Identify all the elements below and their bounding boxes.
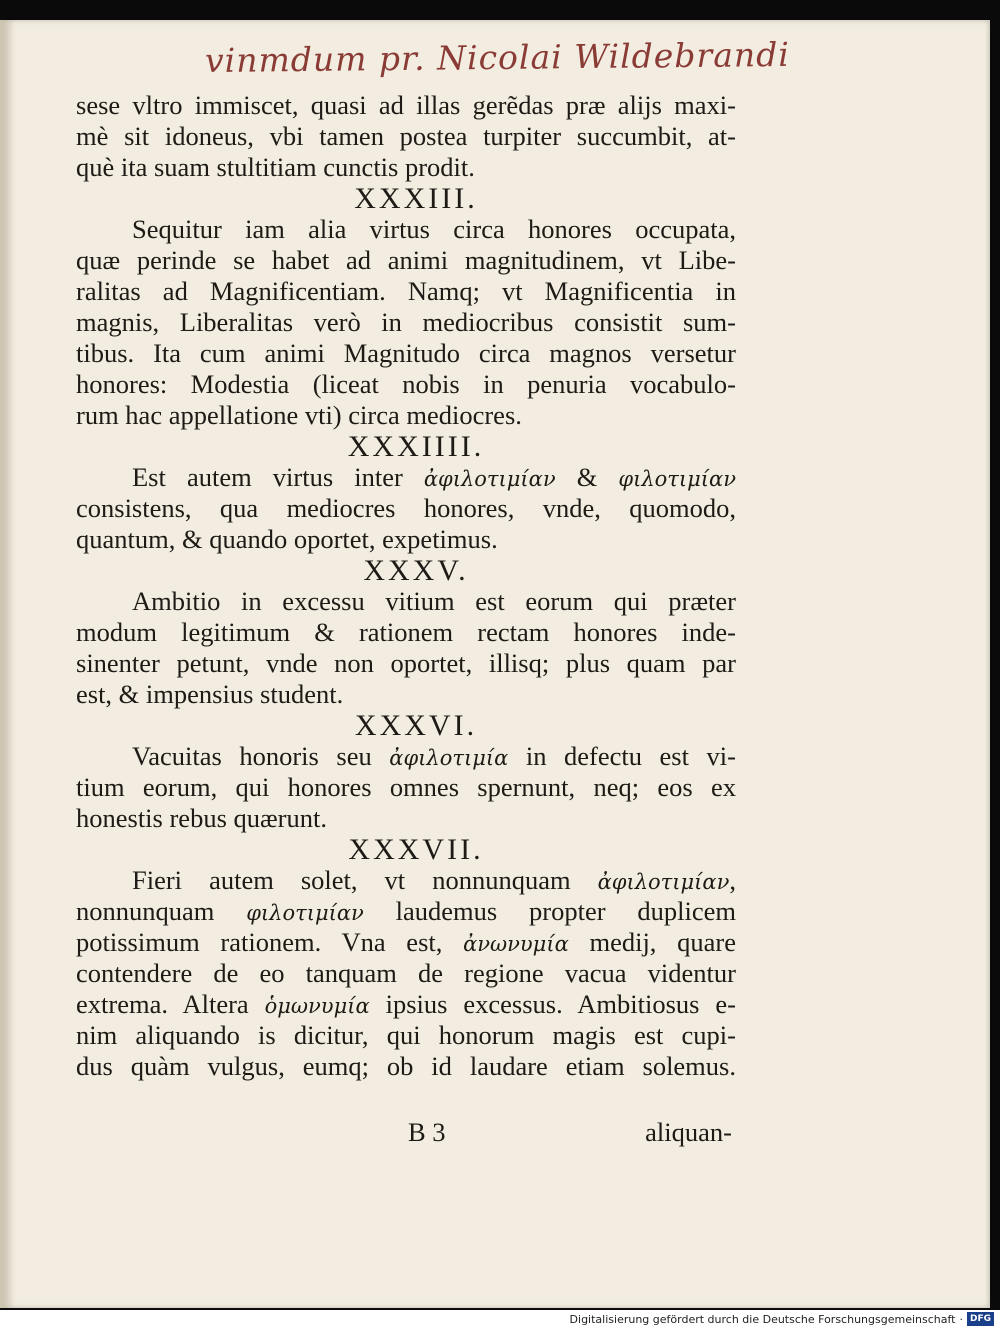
- text-line: consistens, qua mediocres honores, vnde, quomodo,: [76, 493, 736, 523]
- section-number: XXXIIII.: [347, 430, 485, 463]
- signature-mark: B 3: [408, 1117, 446, 1147]
- text-line: nim aliquando is dicitur, qui honorum magis est cupi-: [76, 1020, 736, 1050]
- text-line: ralitas ad Magnificentiam. Namq; vt Magnificentia in: [76, 276, 736, 306]
- text-line: [76, 741, 736, 772]
- text-line: quæ perinde se habet ad animi magnitudinem, vt Libe-: [76, 245, 736, 275]
- text-line: Sequitur iam alia virtus circa honores occupata,: [132, 214, 736, 244]
- text-line: dus quàm vulgus, eumq; ob id laudare etiam solemus.: [76, 1051, 736, 1081]
- dfg-logo-icon: DFG: [967, 1312, 994, 1326]
- text-line: mè sit idoneus, vbi tamen postea turpiter succumbit, at-: [76, 121, 736, 151]
- handwritten-provenance-note: vinmdum pr. Nicolai Wildebrandi: [204, 34, 791, 81]
- text-line: honores: Modestia (liceat nobis in penuria vocabulo-: [76, 369, 736, 399]
- greek-term: φιλοτιμίαν: [618, 467, 736, 491]
- greek-term: ἀφιλοτιμίαν: [423, 467, 556, 491]
- text-line: quantum, & quando oportet, expetimus.: [76, 524, 498, 554]
- book-page: [0, 20, 990, 1308]
- text-segment: in defectu est vi-: [508, 741, 736, 771]
- text-line: [76, 927, 736, 958]
- text-line: [76, 989, 736, 1020]
- text-line: [76, 462, 736, 493]
- text-segment: ,: [729, 865, 736, 895]
- text-line: [76, 865, 736, 896]
- text-line: honestis rebus quærunt.: [76, 803, 327, 833]
- section-number: XXXVII.: [348, 833, 484, 866]
- text-segment: medij, quare: [568, 927, 736, 957]
- greek-term: ἀφιλοτιμία: [389, 746, 509, 770]
- section-number: XXXVI.: [354, 709, 478, 742]
- text-segment: nonnunquam: [76, 896, 247, 926]
- section-number: XXXIII.: [354, 182, 478, 215]
- greek-term: φιλοτιμίαν: [246, 901, 364, 925]
- text-segment: &: [555, 462, 619, 492]
- page-gutter-shadow: [0, 20, 14, 1308]
- text-line: tibus. Ita cum animi Magnitudo circa magnos versetur: [76, 338, 736, 368]
- text-line: contendere de eo tanquam de regione vacua videntur: [76, 958, 736, 988]
- text-segment: Vacuitas honoris seu: [132, 741, 390, 771]
- text-segment: Est autem virtus inter: [132, 462, 424, 492]
- text-segment: laudemus propter duplicem: [363, 896, 737, 926]
- greek-term: ὁμωνυμία: [264, 994, 370, 1018]
- text-line: est, & impensius student.: [76, 679, 344, 709]
- digitization-credit: Digitalisierung gefördert durch die Deutsche Forschungsgemeinschaft · DFG: [570, 1311, 994, 1327]
- text-line: Ambitio in excessu vitium est eorum qui præter: [132, 586, 736, 616]
- text-line: sinenter petunt, vnde non oportet, illisq; plus quam par: [76, 648, 736, 678]
- text-segment: potissimum rationem. Vna est,: [76, 927, 464, 957]
- text-line: tium eorum, qui honores omnes spernunt, neq; eos ex: [76, 772, 736, 802]
- text-line: magnis, Liberalitas verò in mediocribus consistit sum-: [76, 307, 736, 337]
- text-line: sese vltro immiscet, quasi ad illas gerẽdas præ alijs maxi-: [76, 90, 736, 120]
- page-footer: [76, 1117, 736, 1148]
- catchword: aliquan-: [645, 1117, 732, 1147]
- greek-term: ἀνωνυμία: [463, 932, 569, 956]
- greek-term: ἀφιλοτιμίαν: [597, 870, 730, 894]
- text-line: rum hac appellatione vti) circa mediocres.: [76, 400, 522, 430]
- section-number: XXXV.: [363, 554, 469, 587]
- body-text: [76, 90, 736, 1082]
- text-line: [76, 896, 736, 927]
- text-line: modum legitimum & rationem rectam honores inde-: [76, 617, 736, 647]
- text-segment: ipsius excessus. Ambitiosus e-: [369, 989, 736, 1019]
- text-segment: extrema. Altera: [76, 989, 265, 1019]
- text-segment: Fieri autem solet, vt nonnunquam: [132, 865, 598, 895]
- text-line: què ita suam stultitiam cunctis prodit.: [76, 152, 475, 182]
- credit-text: Digitalisierung gefördert durch die Deutsche Forschungsgemeinschaft: [569, 1312, 956, 1326]
